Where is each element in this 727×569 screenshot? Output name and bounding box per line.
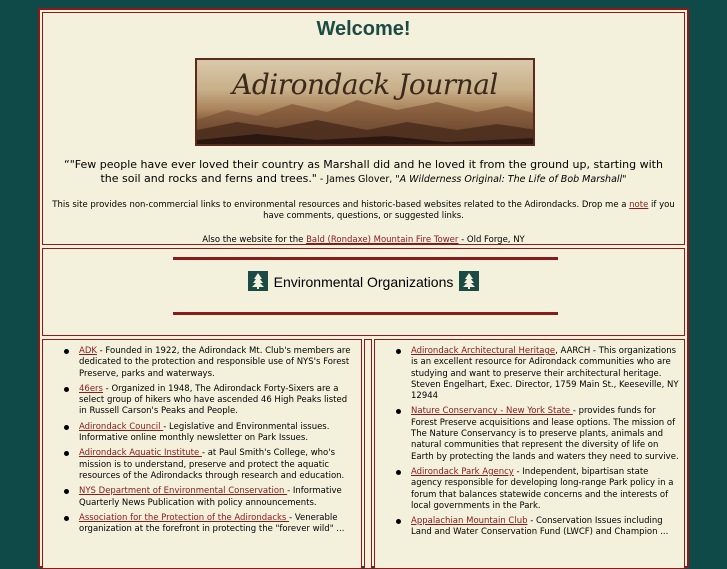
org-description: - Conservation Issues including Land and Water Conservation Fund (LWCF) and Champion ... [411,516,669,538]
quote-book-title: A Wilderness Original: The Life of Bob Marshall [399,174,623,185]
quote-attribution: - James Glover, " [316,174,400,185]
page-title: Welcome! [316,18,411,40]
org-link-adirondack-council[interactable]: Adirondack Council [79,421,164,432]
org-link-46ers[interactable]: 46ers [79,383,103,394]
list-item [375,346,684,402]
org-link-park-agency[interactable]: Adirondack Park Agency [411,466,514,477]
right-org-list [375,346,684,539]
org-link-adk[interactable]: ADK [79,346,97,356]
fire-tower-note [51,235,676,246]
list-item [375,406,684,462]
list-item [375,467,684,512]
org-description: - provides funds for Forest Preserve acquisitions and lease options. The mission of The Nature Conservancy is to preserve plants, animals and natural communities that represent the diversity of life on Earth by protecting the lands and waters they need to survive. [411,406,679,462]
right-org-column [374,339,685,569]
section-rule-bottom [173,312,558,315]
site-intro [51,200,676,222]
intro-text-after: if you have comments, questions, or suggested links. [263,200,675,221]
marshall-quote [53,158,674,187]
org-link-nys-dec[interactable]: NYS Department of Environmental Conservation [79,486,288,497]
list-item [375,516,684,539]
list-item [43,513,361,536]
left-org-list [43,346,361,535]
banner-title: Adirondack Journal [232,68,498,101]
org-description: , AARCH - This organizations is an excellent resource for Adirondack communities who are studying and want to preserve their architectural heritage. Steven Engelhart, Exec. Director, 1759 Main St., Keeseville, NY 12944 [411,346,679,402]
quote-end: " [622,174,627,185]
org-description: - Informative Quarterly News Publication with policy announcements. [79,486,342,508]
list-item [43,346,361,380]
section-rule-top [173,257,558,260]
section-heading [43,271,684,291]
quote-line1: “"Few people have ever loved their country as Marshall did and he loved it from the ground up, starting with [64,158,663,171]
org-link-amc[interactable]: Appalachian Mountain Club [411,516,528,527]
org-description: - Organized in 1948, The Adirondack Forty-Sixers are a select group of hikers who have ascended 46 High Peaks listed in Russell Carson's Peaks and People. [79,383,348,417]
list-item [43,486,361,509]
list-item [43,422,361,445]
also-before: Also the website for the [202,235,307,245]
list-item [43,384,361,418]
pine-tree-icon [248,271,268,291]
column-divider [364,339,372,569]
org-link-nature-conservancy[interactable]: Nature Conservancy - New York State [411,406,573,417]
org-link-aarch[interactable]: Adirondack Architectural Heritage [411,346,556,356]
org-link-aquatic-institute[interactable]: Adirondack Aquatic Institute [79,448,202,459]
org-description: - Independent, bipartisan state agency responsible for developing long-range Park policy in a forum that balances statewide concerns and the interests of local governments in the Park. [411,466,674,511]
org-description: - Founded in 1922, the Adirondack Mt. Club's members are dedicated to the protection and responsible use of NYS's Forest Preserve, parks and waterways. [79,346,351,379]
fire-tower-link[interactable]: Bald (Rondaxe) Mountain Fire Tower [306,235,459,245]
also-after: - Old Forge, NY [458,235,525,245]
list-item [43,448,361,482]
pine-tree-icon [459,271,479,291]
section-header-panel [42,248,685,336]
quote-line2: the soil and rocks and ferns and trees." [100,172,317,185]
org-description: - Venerable organization at the forefront in protecting the "forever wild" ... [79,512,345,535]
org-description: - Legislative and Environmental issues. Informative online monthly newsletter on Park Issues. [79,421,330,444]
welcome-panel [42,12,685,245]
intro-text-before: This site provides non-commercial links to environmental resources and historic-based websites related to the Adirondacks. Drop me a [52,200,630,210]
org-link-protect-adirondacks[interactable]: Association for the Protection of the Adirondacks [79,512,290,523]
org-description: - at Paul Smith's College, who's mission is to understand, preserve and protect the aquatic resources of the Adirondacks through research and education. [79,448,345,481]
adirondack-journal-banner [195,58,535,146]
left-org-column [42,339,362,569]
note-link[interactable]: note [629,200,649,210]
page-frame [38,8,689,568]
section-title: Environmental Organizations [273,274,454,290]
